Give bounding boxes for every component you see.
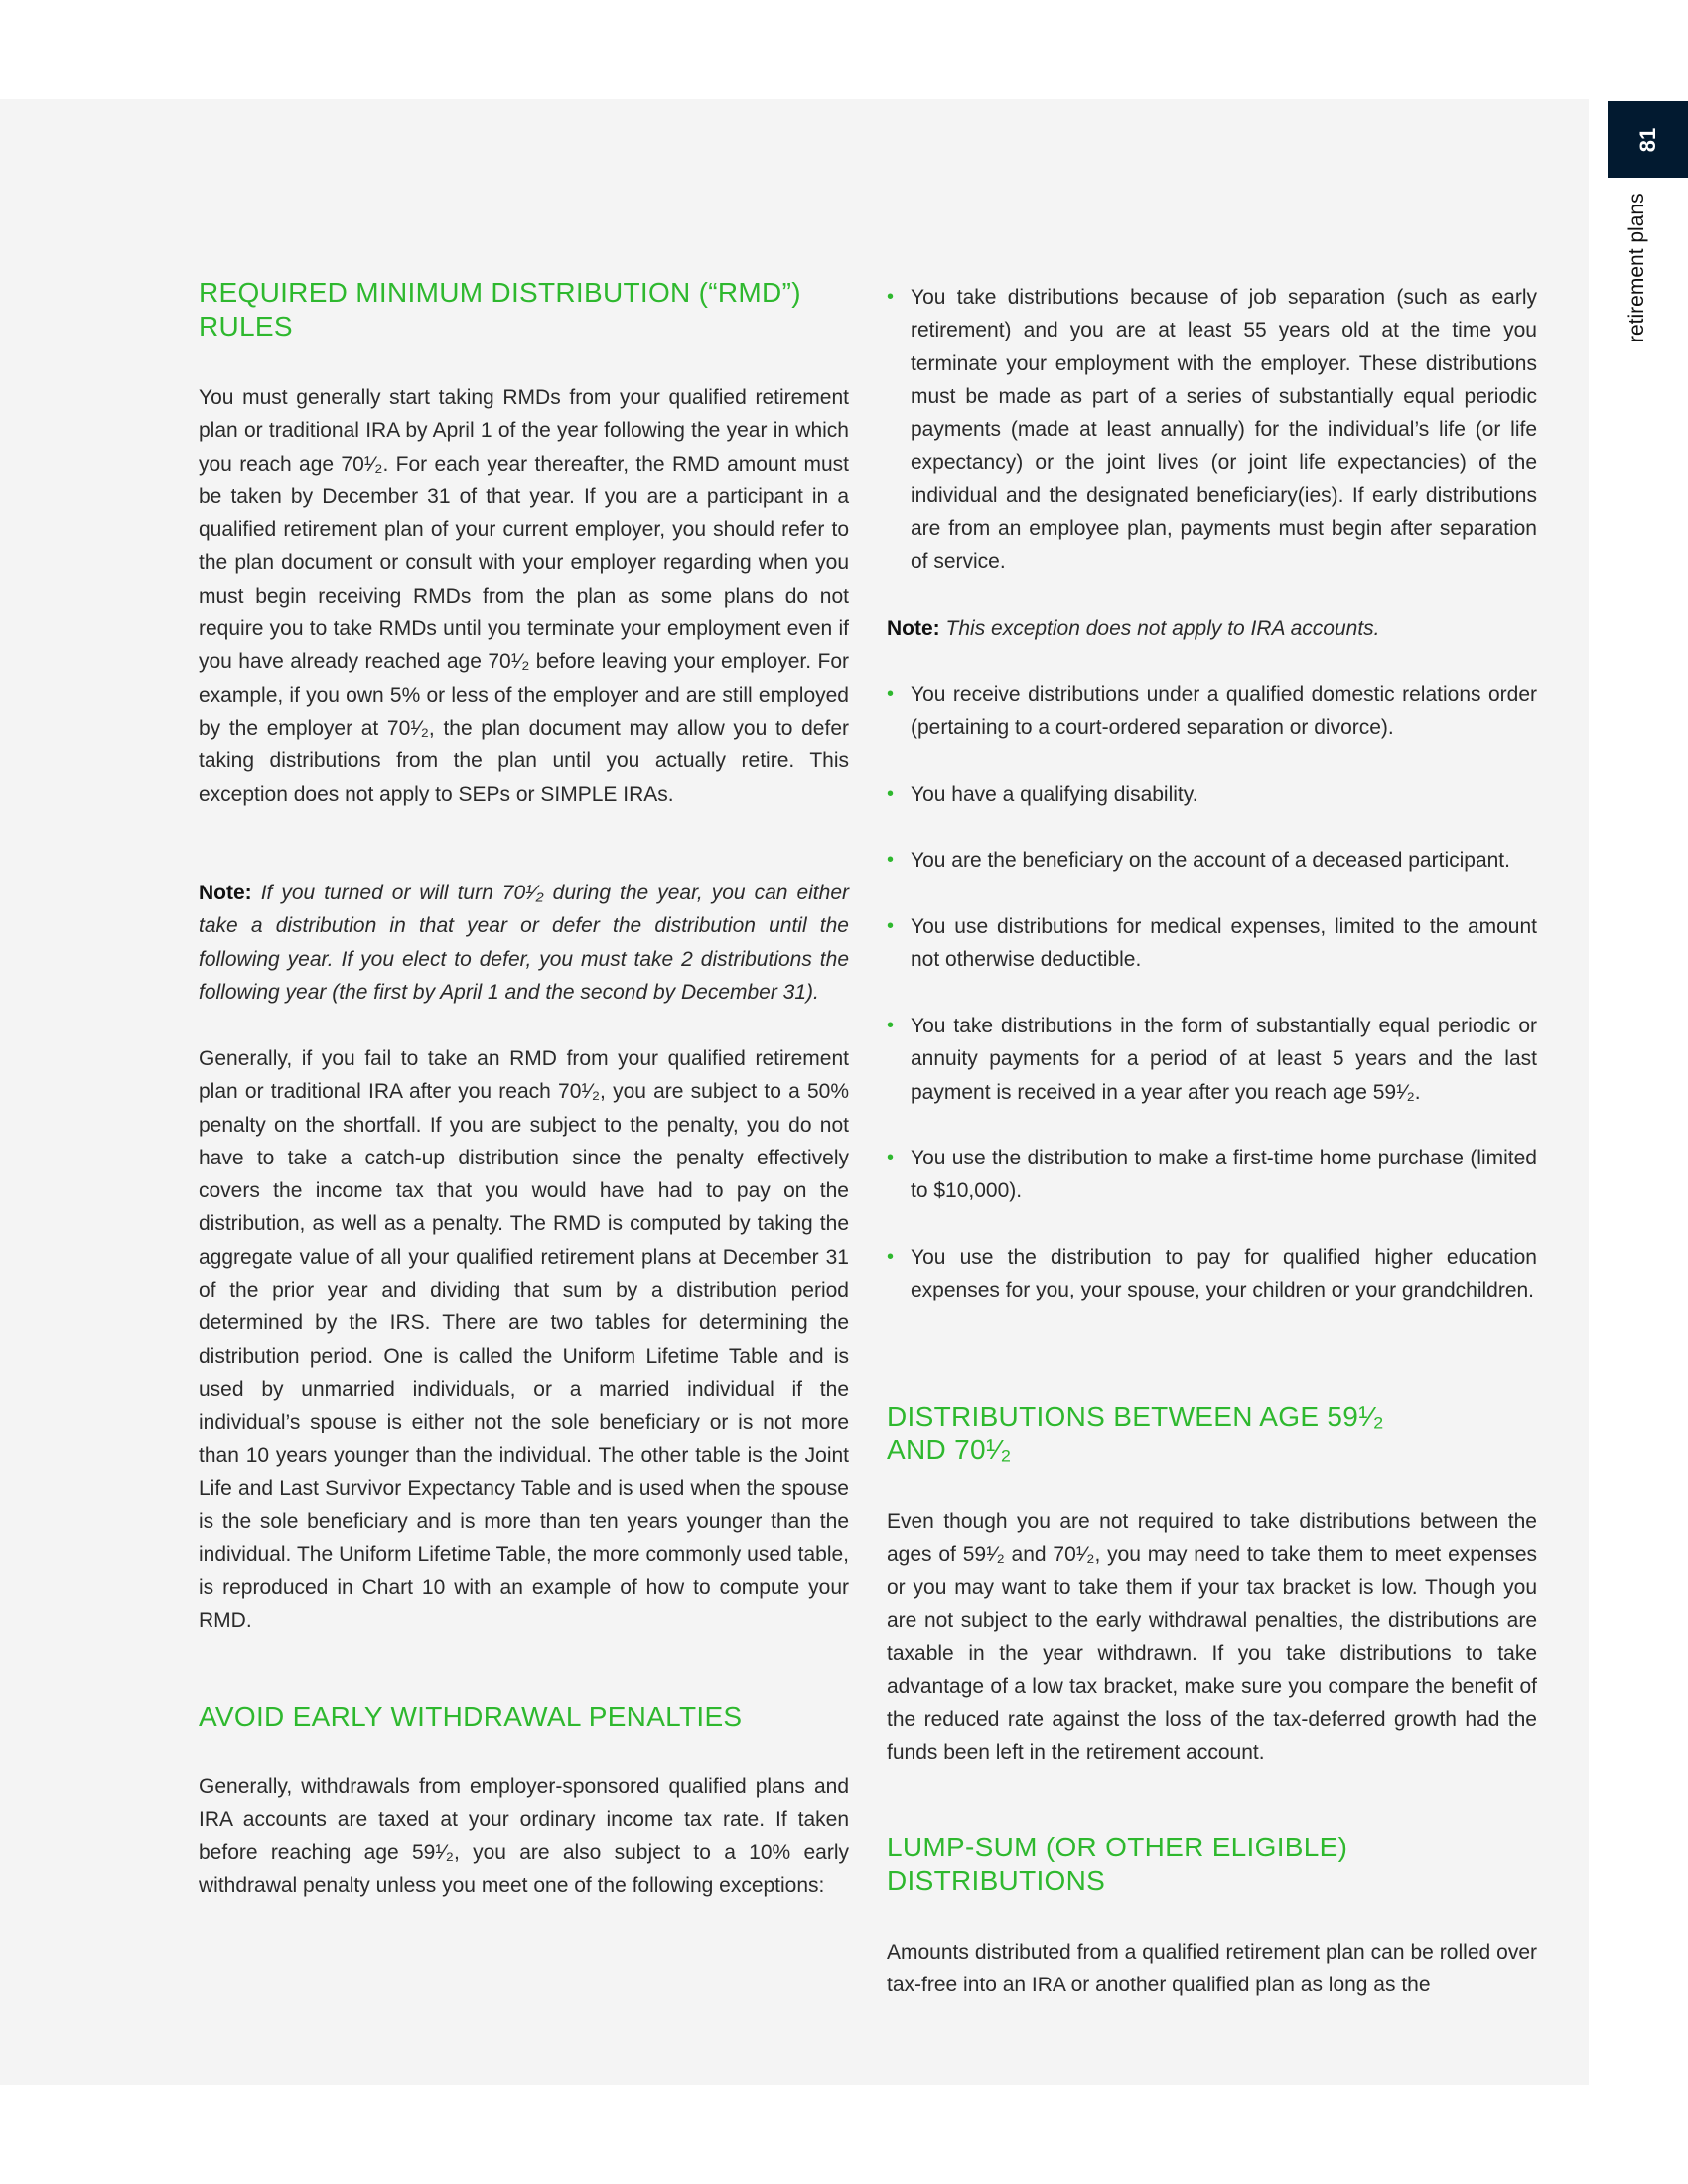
list-item-text: You use the distribution to make a first-time home purchase (limited to $10,000).: [911, 1147, 1537, 1203]
note-label: Note:: [199, 882, 252, 904]
paragraph-rmd: You must generally start taking RMDs from your qualified retirement plan or traditional IRA by April 1 of the year following the year in which you reach age 70¹⁄₂. For each year thereafter, the RMD amount must be taken by December 31 of that year. If you are a participant in a qualified retirement plan of your current employer, you should refer to the plan document or consult with your employer regarding when you must begin receiving RMDs from the plan as some plans do not require you to take RMDs until you terminate your employment even if you have already reached age 70¹⁄₂ before leaving your employer. For example, if you own 5% or less of the employer and are still employed by the employer at 70¹⁄₂, the plan document may allow you to defer taking distributions from the plan until you actually retire. This exception does not apply to SEPs or SIMPLE IRAs.: [199, 386, 849, 806]
note-label: Note:: [887, 617, 940, 640]
list-item-text: You have a qualifying disability.: [911, 783, 1198, 806]
paragraph-distributions-between: Even though you are not required to take distributions between the ages of 59¹⁄₂ and 70¹⁄₂, you may need to take them to meet expenses or you may want to take them if your tax bracket is low. Though you are not subject to the early withdrawal penalties, the distributions are taxable in the year withdrawn. If you take distributions to take advantage of a low tax bracket, make sure you compare the benefit of the reduced rate against the loss of the tax-deferred growth had the funds been left in the retirement account.: [887, 1510, 1537, 1765]
note-text: If you turned or will turn 70¹⁄₂ during the year, you can either take a distribution in that year or defer the distribution until the following year. If you elect to defer, you must take 2 distributions the following year (the first by April 1 and the second by December 31).: [199, 882, 849, 1004]
list-item: [887, 678, 1537, 745]
note-text: This exception does not apply to IRA accounts.: [945, 617, 1380, 640]
note-ira: [887, 613, 1537, 645]
bullet-icon: •: [887, 1147, 895, 1168]
paragraph-lump-sum: Amounts distributed from a qualified retirement plan can be rolled over tax-free into an IRA or another qualified plan as long as the: [887, 1941, 1537, 1997]
list-item: [887, 778, 1537, 811]
paragraph-penalty: Generally, if you fail to take an RMD from your qualified retirement plan or traditional IRA after you reach 70¹⁄₂, you are subject to a 50% penalty on the shortfall. If you are subject to the penalty, you do not have to take a catch-up distribution since the penalty effectively covers the income tax that you would have had to pay on the distribution, as well as a penalty. The RMD is computed by taking the aggregate value of all your qualified retirement plans at December 31 of the prior year and dividing that sum by a distribution period determined by the IRS. There are two tables for determining the distribution period. One is called the Uniform Lifetime Table and is used by unmarried individuals, or a married individual if the individual’s spouse is either not the sole beneficiary or is not more than 10 years younger than the individual. The other table is the Joint Life and Last Survivor Expectancy Table and is used when the spouse is the sole beneficiary and is more than ten years younger than the individual. The Uniform Lifetime Table, the more commonly used table, is reproduced in Chart 10 with an example of how to compute your RMD.: [199, 1047, 849, 1633]
bullet-icon: •: [887, 1246, 895, 1268]
list-item: [887, 1142, 1537, 1208]
bullet-icon: •: [887, 849, 895, 871]
heading-early-withdrawal: AVOID EARLY WITHDRAWAL PENALTIES: [199, 1702, 743, 1732]
list-item-text: You receive distributions under a qualified domestic relations order (pertaining to a court-ordered separation or divorce).: [911, 683, 1537, 740]
list-item: [887, 910, 1537, 977]
bullet-icon: •: [887, 1015, 895, 1036]
bullet-icon: •: [887, 683, 895, 705]
list-item-text: You take distributions in the form of substantially equal periodic or annuity payments for a period of at least 5 years and the last payment is received in a year after you reach age 59¹⁄₂.: [911, 1015, 1537, 1104]
bullet-icon: •: [887, 286, 895, 308]
section-label: retirement plans: [1625, 193, 1648, 342]
list-item-text: You are the beneficiary on the account of a deceased participant.: [911, 849, 1510, 872]
page-number: 81: [1634, 127, 1660, 152]
heading-lump-sum: LUMP-SUM (OR OTHER ELIGIBLE) DISTRIBUTIONS: [887, 1832, 1348, 1896]
bullet-icon: •: [887, 783, 895, 805]
list-item: [887, 844, 1537, 877]
paragraph-early-withdrawal: Generally, withdrawals from employer-sponsored qualified plans and IRA accounts are taxed at your ordinary income tax rate. If taken before reaching age 59¹⁄₂, you are also subject to a 10% early withdrawal penalty unless you meet one of the following exceptions:: [199, 1775, 849, 1897]
list-item: [887, 281, 1537, 579]
list-item-text: You use the distribution to pay for qualified higher education expenses for you, your spouse, your children or your grandchildren.: [911, 1246, 1537, 1302]
bullet-icon: •: [887, 915, 895, 937]
page-number-tab: [1608, 101, 1688, 178]
heading-distributions-between: DISTRIBUTIONS BETWEEN AGE 59¹⁄₂ AND 70¹⁄₂: [887, 1401, 1384, 1465]
list-item: [887, 1241, 1537, 1307]
list-item-text: You use distributions for medical expenses, limited to the amount not otherwise deductible.: [911, 915, 1537, 972]
note-rmd: [199, 877, 849, 1009]
heading-rmd-rules: REQUIRED MINIMUM DISTRIBUTION (“RMD”) RULES: [199, 277, 801, 341]
list-item-text: You take distributions because of job separation (such as early retirement) and you are at least 55 years old at the time you terminate your employment with the employer. These distributions must be made as part of a series of substantially equal periodic payments (made at least annually) for the individual’s life (or life expectancy) or the joint lives (or joint life expectancies) of the individual and the designated beneficiary(ies). If early distributions are from an employee plan, payments must begin after separation of service.: [911, 286, 1537, 574]
list-item: [887, 1010, 1537, 1109]
